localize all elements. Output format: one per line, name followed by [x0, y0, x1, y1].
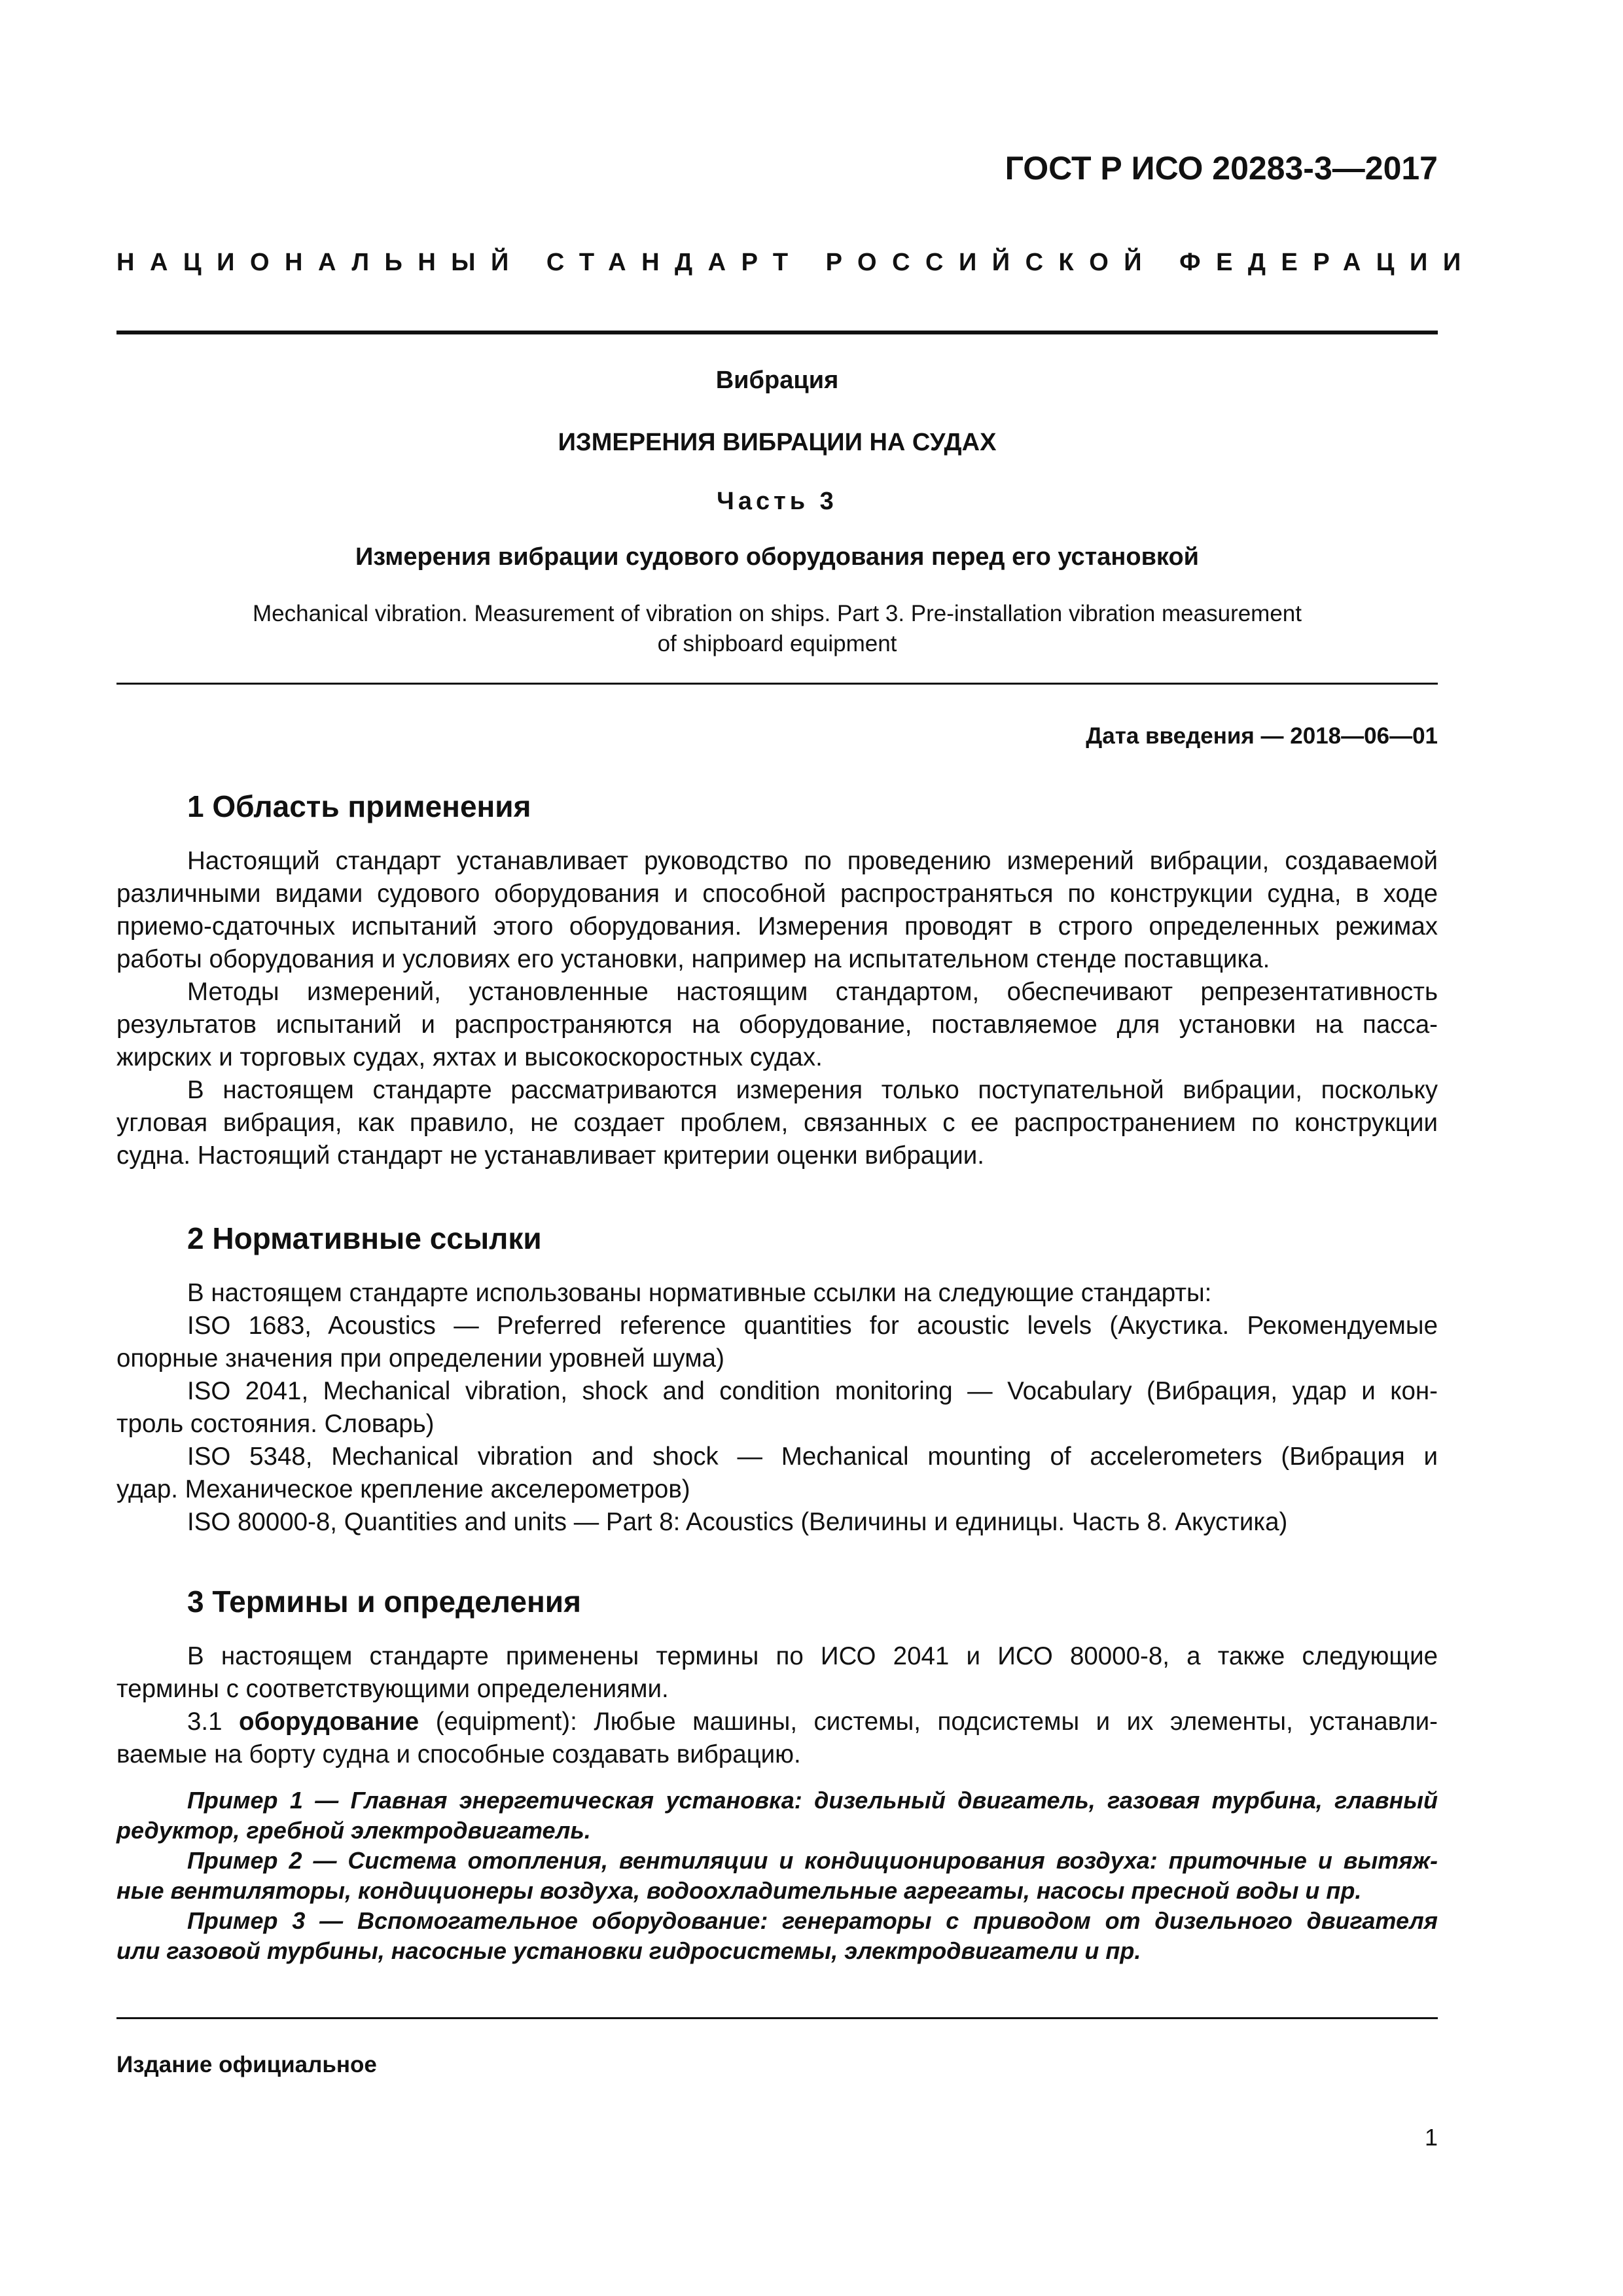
text-line: В настоящем стандарте использованы нормативные ссылки на следующие стандарты: [187, 1279, 1212, 1307]
text-line: ISO 5348, Mechanical vibration and shock — Mechanical mounting of accelerometers (Вибрация и [187, 1443, 1438, 1471]
section-heading: 1 Область применения [187, 789, 531, 823]
section-terms-definitions [116, 1584, 1438, 1966]
title-english-line: Mechanical vibration. Measurement of vibration on ships. Part 3. Pre-installation vibration measurement [253, 601, 1302, 626]
term-name: оборудование [239, 1708, 419, 1736]
text-line: Настоящий стандарт устанавливает руководство по проведению измерений вибрации, создаваемой [187, 847, 1438, 875]
example-line: или газовой турбины, насосные установки гидросистемы, электродвигатели и пр. [116, 1937, 1141, 1964]
text-line: ISO 1683, Acoustics — Preferred reference quantities for acoustic levels (Акустика. Рекомендуемые [187, 1312, 1438, 1340]
section-normative-references [116, 1221, 1438, 1539]
national-standard-banner: НАЦИОНАЛЬНЫЙ СТАНДАРТ РОССИЙСКОЙ ФЕДЕРАЦИИ [116, 249, 1476, 276]
text-line: термины с соответствующими определениями. [116, 1675, 669, 1703]
example-line: Пример 3 — Вспомогательное оборудование: генераторы с приводом от дизельного двигателя [187, 1907, 1438, 1934]
document-code: ГОСТ Р ИСО 20283-3—2017 [1005, 150, 1438, 187]
section-heading: 3 Термины и определения [187, 1585, 581, 1619]
title-subtitle: Измерения вибрации судового оборудования перед его установкой [355, 543, 1200, 571]
text-line: различными видами судового оборудования и способной распространяться по конструкции судна, в ходе [116, 880, 1438, 908]
examples [116, 1785, 1438, 1966]
footer-divider [116, 2017, 1438, 2019]
text-line: ваемые на борту судна и способные создавать вибрацию. [116, 1740, 801, 1768]
term-number: 3.1 [187, 1708, 223, 1736]
example-line: Пример 1 — Главная энергетическая установка: дизельный двигатель, газовая турбина, главный [187, 1787, 1438, 1814]
section-scope [116, 789, 1438, 1172]
text-line: угловая вибрация, как правило, не создает проблем, связанных с ее распространением по конструкции [116, 1109, 1438, 1137]
section-heading: 2 Нормативные ссылки [187, 1221, 542, 1255]
text-line: троль состояния. Словарь) [116, 1410, 435, 1438]
title-main: ИЗМЕРЕНИЯ ВИБРАЦИИ НА СУДАХ [558, 429, 997, 456]
example-line: Пример 2 — Система отопления, вентиляции и кондиционирования воздуха: приточные и вытяж- [187, 1847, 1438, 1874]
text-line: жирских и торговых судах, яхтах и высокоскоростных судах. [116, 1043, 823, 1071]
term-definition-text: (equipment): Любые машины, системы, подсистемы и их элементы, устанавли- [419, 1708, 1438, 1736]
text-line: В настоящем стандарте применены термины по ИСО 2041 и ИСО 80000-8, а также следующие [187, 1642, 1438, 1670]
title-divider [116, 683, 1438, 685]
text-line: ISO 2041, Mechanical vibration, shock and condition monitoring — Vocabulary (Вибрация, удар и кон- [187, 1377, 1438, 1405]
text-line: Методы измерений, установленные настоящим стандартом, обеспечивают репрезентативность [187, 978, 1438, 1006]
text-line: опорные значения при определении уровней шума) [116, 1344, 724, 1372]
page-number: 1 [1424, 2124, 1438, 2151]
header-divider [116, 331, 1438, 334]
text-line: работы оборудования и условиях его установки, например на испытательном стенде поставщика. [116, 945, 1270, 973]
example-line: ные вентиляторы, кондиционеры воздуха, водоохладительные агрегаты, насосы пресной воды и пр. [116, 1877, 1362, 1904]
intro-date: Дата введения — 2018—06—01 [1086, 723, 1438, 749]
text-line: ISO 80000-8, Quantities and units — Part 8: Acoustics (Величины и единицы. Часть 8. Акустика) [187, 1508, 1288, 1536]
title-english-line: of shipboard equipment [657, 631, 897, 656]
title-topic: Вибрация [715, 367, 839, 394]
text-line: судна. Настоящий стандарт не устанавливает критерии оценки вибрации. [116, 1141, 984, 1170]
edition-label: Издание официальное [116, 2052, 377, 2077]
text-line: удар. Механическое крепление акселерометров) [116, 1475, 690, 1503]
text-line: приемо-сдаточных испытаний этого оборудования. Измерения проводят в строго определенных режимах [116, 912, 1438, 941]
text-line: результатов испытаний и распространяются на оборудование, поставляемое для установки на пасса- [116, 1011, 1438, 1039]
text-line: В настоящем стандарте рассматриваются измерения только поступательной вибрации, поскольку [187, 1076, 1438, 1104]
example-line: редуктор, гребной электродвигатель. [116, 1817, 591, 1844]
title-english [116, 599, 1438, 659]
title-part: Часть 3 [717, 488, 838, 515]
term-definition-line [116, 1706, 1438, 1738]
